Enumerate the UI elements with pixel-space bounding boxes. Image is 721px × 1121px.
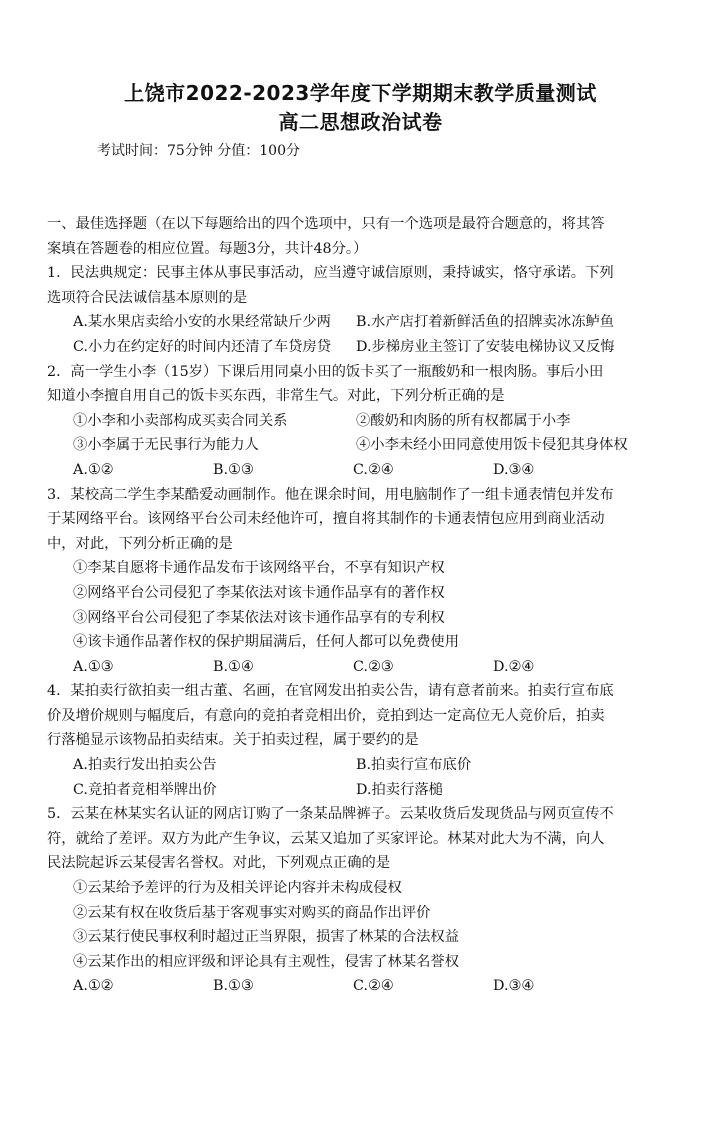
option-a: A.拍卖行发出拍卖公告	[73, 757, 217, 774]
option-c: C.小力在约定好的时间内还清了车贷房贷	[73, 338, 332, 355]
option-c: C.②③	[353, 658, 394, 675]
item-3: ③云某行使民事权利时超过正当界限，损害了林某的合法权益	[73, 929, 460, 946]
question-stem-line: 符，就给了差评。双方为此产生争议，云某又追加了买家评论。林某对此大为不满，向人	[47, 830, 605, 847]
option-c: C.竞拍者竞相举牌出价	[73, 781, 217, 798]
option-row	[47, 458, 677, 483]
item-2: ②云某有权在收货后基于客观事实对购买的商品作出评价	[73, 904, 431, 921]
option-a: A.①②	[73, 461, 114, 478]
exam-meta: 考试时间：75分钟 分值：100分	[97, 143, 300, 159]
option-d: D.拍卖行落槌	[356, 781, 443, 798]
question-2	[47, 360, 677, 483]
section-heading-line: 案填在答题卷的相应位置。每题3分，共计48分。）	[47, 240, 368, 257]
question-4	[47, 679, 677, 802]
item-1: ①小李和小卖部构成买卖合同关系	[73, 412, 288, 429]
option-row	[47, 655, 677, 680]
item-row	[47, 433, 677, 458]
item-2: ②酸奶和肉肠的所有权都属于小李	[356, 412, 571, 429]
option-a: A.①③	[73, 658, 114, 675]
question-stem-line: 2．高一学生小李（15岁）下课后用同桌小田的饭卡买了一瓶酸奶和一根肉肠。事后小田	[47, 363, 604, 380]
question-5	[47, 802, 677, 999]
item-row	[47, 409, 677, 434]
option-d: D.步梯房业主签订了安装电梯协议又反悔	[356, 338, 615, 355]
option-row	[47, 778, 677, 803]
question-stem-line: 于某网络平台。该网络平台公司未经他许可，擅自将其制作的卡通表情包应用到商业活动	[47, 511, 605, 528]
item-3: ③网络平台公司侵犯了李某依法对该卡通作品享有的专利权	[73, 609, 445, 626]
item-4: ④该卡通作品著作权的保护期届满后，任何人都可以免费使用	[73, 634, 460, 651]
question-stem-line: 1．民法典规定：民事主体从事民事活动，应当遵守诚信原则，秉持诚实，恪守承诺。下列	[47, 265, 614, 282]
item-1: ①云某给予差评的行为及相关评论内容并未构成侵权	[73, 880, 402, 897]
item-4: ④云某作出的相应评级和评论具有主观性，侵害了林某名誉权	[73, 953, 460, 970]
exam-subtitle: 高二思想政治试卷	[278, 110, 443, 134]
exam-title: 上饶市2022-2023学年度下学期期末教学质量测试	[124, 81, 597, 105]
option-b: B.①④	[213, 658, 254, 675]
question-stem-line: 5．云某在林某实名认证的网店订购了一条某品牌裤子。云某收货后发现货品与网页宣传不	[47, 806, 614, 823]
question-stem-line: 3．某校高二学生李某酷爱动画制作。他在课余时间，用电脑制作了一组卡通表情包并发布	[47, 486, 614, 503]
item-3: ③小李属于无民事行为能力人	[73, 437, 259, 454]
question-stem-line: 4．某拍卖行欲拍卖一组古董、名画，在官网发出拍卖公告，请有意者前来。拍卖行宣布底	[47, 683, 614, 700]
item-4: ④小李未经小田同意使用饭卡侵犯其身体权	[356, 437, 628, 454]
option-d: D.②④	[493, 658, 535, 675]
option-b: B.①③	[213, 978, 254, 995]
question-stem-line: 选项符合民法诚信基本原则的是	[47, 289, 248, 306]
option-row	[47, 974, 677, 999]
option-row	[47, 753, 677, 778]
question-3	[47, 483, 677, 680]
question-stem-line: 行落槌显示该物品拍卖结束。关于拍卖过程，属于要约的是	[47, 732, 419, 749]
question-stem-line: 知道小李擅自用自己的饭卡买东西，非常生气。对此，下列分析正确的是	[47, 388, 505, 405]
option-d: D.③④	[493, 978, 535, 995]
exam-body	[47, 212, 677, 999]
question-1	[47, 261, 677, 359]
question-stem-line: 中，对此，下列分析正确的是	[47, 535, 233, 552]
option-b: B.①③	[213, 461, 254, 478]
section-heading-line: 一、最佳选择题（在以下每题给出的四个选项中，只有一个选项是最符合题意的，将其答	[47, 216, 605, 232]
option-b: B.水产店打着新鲜活鱼的招牌卖冰冻鲈鱼	[356, 314, 615, 331]
option-d: D.③④	[493, 461, 535, 478]
item-2: ②网络平台公司侵犯了李某依法对该卡通作品享有的著作权	[73, 584, 445, 601]
item-1: ①李某自愿将卡通作品发布于该网络平台，不享有知识产权	[73, 560, 445, 577]
section-heading	[47, 212, 677, 261]
option-c: C.②④	[353, 461, 394, 478]
option-row	[47, 310, 677, 335]
option-b: B.拍卖行宣布底价	[356, 757, 472, 774]
option-row	[47, 335, 677, 360]
question-stem-line: 价及增价规则与幅度后，有意向的竞拍者竞相出价，竞拍到达一定高位无人竞价后，拍卖	[47, 707, 605, 724]
question-stem-line: 民法院起诉云某侵害名誉权。对此，下列观点正确的是	[47, 855, 391, 872]
option-c: C.②④	[353, 978, 394, 995]
option-a: A.某水果店卖给小安的水果经常缺斤少两	[73, 314, 331, 331]
option-a: A.①②	[73, 978, 114, 995]
